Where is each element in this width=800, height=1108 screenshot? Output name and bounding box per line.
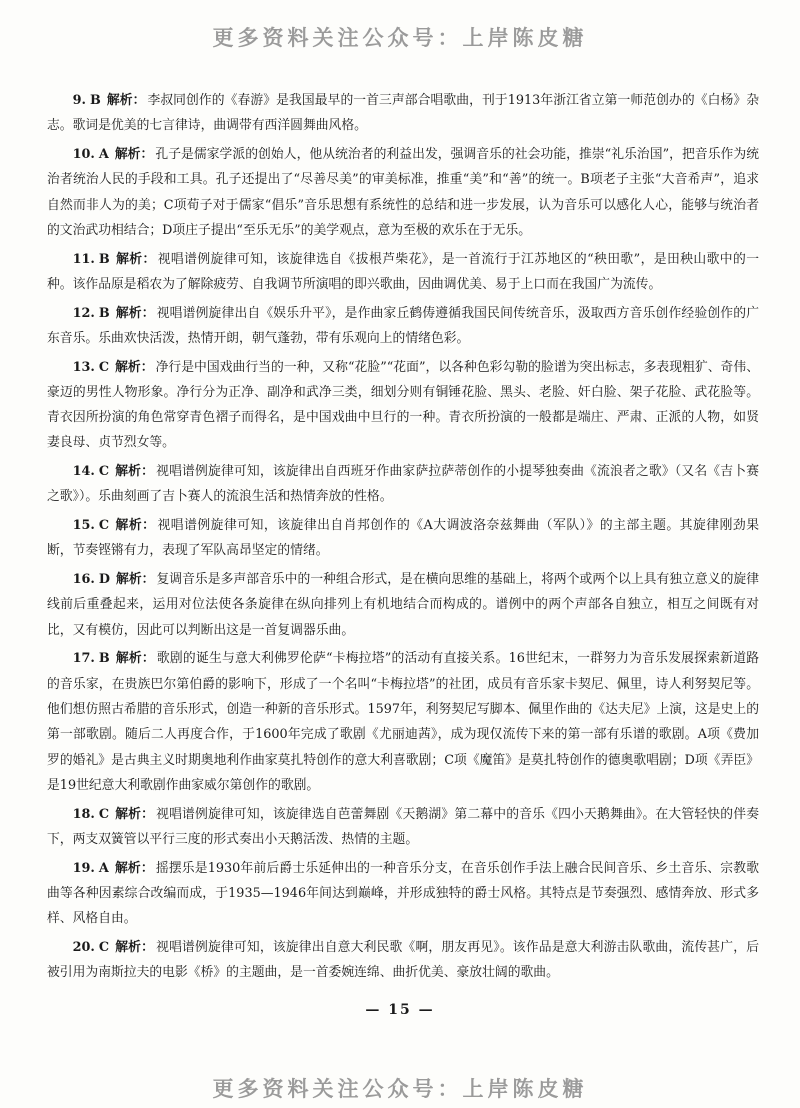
analysis-text: 孔子是儒家学派的创始人，他从统治者的利益出发，强调音乐的社会功能，推崇“礼乐治国”，把音乐作为统治者统治人民的手段和工具。孔子还提出了“尽善尽美”的审美标准，推重“美”和“善”的统一。B项老子主张“大音希声”，追求自然而非人为的美；C项荀子对于儒家“倡乐”音乐思想有系统性的总结和进一步发展，认为音乐可以感化人心，能够与统治者的文治武功相结合；D项庄子提出“至乐无乐”的美学观点，意为至极的欢乐在于无乐。 xyxy=(47,146,760,238)
question-number: 20. xyxy=(72,939,95,955)
answer-item-17 xyxy=(47,646,759,798)
analysis-text: 视唱谱例旋律可知，该旋律出自西班牙作曲家萨拉萨蒂创作的小提琴独奏曲《流浪者之歌》（又名《吉卜赛之歌》）。乐曲刻画了吉卜赛人的流浪生活和热情奔放的性格。 xyxy=(47,464,759,505)
analysis-label: 解析： xyxy=(115,251,156,267)
answer-letter: C xyxy=(98,518,110,534)
question-number: 13. xyxy=(72,359,95,375)
analysis-text: 视唱谱例旋律可知，该旋律选自《拔根芦柴花》，是一首流行于江苏地区的“秧田歌”，是田秧山歌中的一种。该作品原是稻农为了解除疲劳、自我调节所演唱的即兴歌曲，因曲调优美、易于上口而在我国广为流传。 xyxy=(47,251,760,292)
analysis-label: 解析： xyxy=(106,93,146,108)
analysis-text: 净行是中国戏曲行当的一种，又称“花脸”“花面”，以各种色彩勾勒的脸谱为突出标志，多表现粗犷、奇伟、豪迈的男性人物形象。净行分为正净、副净和武净三类，细划分则有铜锤花脸、黑头、老脸、奸白脸、架子花脸、武花脸等。青衣因所扮演的角色常穿青色褶子而得名，是中国戏曲中旦行的一种。青衣所扮演的一般都是端庄、严肃、正派的人物，如贤妻良母、贞节烈女等。 xyxy=(47,359,760,451)
answer-item-18 xyxy=(47,802,759,853)
answer-item-20 xyxy=(47,935,759,986)
analysis-text: 复调音乐是多声部音乐中的一种组合形式，是在横向思维的基础上，将两个或两个以上具有独立意义的旋律线前后重叠起来，运用对位法使各条旋律在纵向排列上有机地结合而构成的。谱例中的两个声部各自独立，相互之间既有对比，又有模仿，因此可以判断出这是一首复调器乐曲。 xyxy=(47,572,760,638)
analysis-label: 解析： xyxy=(115,651,155,667)
analysis-label: 解析： xyxy=(115,806,155,822)
answer-item-11 xyxy=(47,247,759,298)
question-number: 12. xyxy=(72,305,95,321)
question-number: 10. xyxy=(72,146,95,162)
answer-item-14 xyxy=(47,459,759,510)
question-number: 18. xyxy=(72,806,95,822)
analysis-text: 摇摆乐是1930年前后爵士乐延伸出的一种音乐分支，在音乐创作手法上融合民间音乐、乡土音乐、宗教歌曲等各种因素综合改编而成，于1935—1946年间达到巅峰，并形成独特的爵士风格。其特点是节奏强烈、感情奔放、形式多样、风格自由。 xyxy=(47,860,759,927)
analysis-label: 解析： xyxy=(115,305,155,321)
page-number: — 15 — xyxy=(365,1002,435,1018)
analysis-label: 解析： xyxy=(115,359,154,375)
analysis-label: 解析： xyxy=(115,572,155,588)
answer-letter: B xyxy=(98,251,110,267)
analysis-label: 解析： xyxy=(115,464,155,480)
answer-letter: B xyxy=(89,93,101,108)
question-number: 14. xyxy=(72,464,95,480)
answer-letter: A xyxy=(98,146,109,162)
analysis-label: 解析： xyxy=(115,518,156,534)
answer-item-16 xyxy=(47,567,759,643)
answer-item-12 xyxy=(47,301,759,352)
analysis-label: 解析： xyxy=(114,146,154,162)
answer-item-9 xyxy=(47,88,759,139)
answer-letter: C xyxy=(98,359,110,375)
analysis-text: 视唱谱例旋律可知，该旋律出自意大利民歌《啊，朋友再见》。该作品是意大利游击队歌曲，流传甚广，后被引用为南斯拉夫的电影《桥》的主题曲，是一首委婉连绵、曲折优美、豪放壮阔的歌曲。 xyxy=(47,939,759,981)
analysis-text: 歌剧的诞生与意大利佛罗伦萨“卡梅拉塔”的活动有直接关系。16世纪末，一群努力为音乐发展探索新道路的音乐家，在贵族巴尔第伯爵的影响下，形成了一个名叫“卡梅拉塔”的社团，成员有音乐家卡契尼、佩里，诗人利努契尼等。他们想仿照古希腊的音乐形式，创造一种新的音乐形式。1597年，利努契尼写脚本、佩里作曲的《达夫尼》上演，这是史上的第一部歌剧。随后二人再度合作，于1600年完成了歌剧《尤丽迪茜》，成为现仅流传下来的第一部有乐谱的歌剧。A项《费加罗的婚礼》是古典主义时期奥地利作曲家莫扎特创作的意大利喜歌剧；C项《魔笛》是莫扎特创作的德奥歌唱剧；D项《弄臣》是19世纪意大利歌剧作曲家威尔第创作的歌剧。 xyxy=(47,651,759,793)
answer-letter: C xyxy=(98,464,110,480)
answer-letter: C xyxy=(98,806,110,822)
answer-item-19 xyxy=(47,856,759,932)
answer-letter: B xyxy=(98,305,110,321)
question-number: 9. xyxy=(72,93,86,108)
analysis-text: 李叔同创作的《春游》是我国最早的一首三声部合唱歌曲，刊于1913年浙江省立第一师范创办的《白杨》杂志。歌词是优美的七言律诗，曲调带有西洋圆舞曲风格。 xyxy=(47,93,759,134)
question-number: 15. xyxy=(72,518,95,534)
answer-item-10 xyxy=(47,142,759,243)
question-number: 16. xyxy=(72,572,95,588)
answer-letter: B xyxy=(98,651,110,667)
analysis-text: 视唱谱例旋律出自《娱乐升平》，是作曲家丘鹤俦遵循我国民间传统音乐，汲取西方音乐创作经验创作的广东音乐。乐曲欢快活泼，热情开朗，朝气蓬勃，带有乐观向上的情绪色彩。 xyxy=(47,305,760,346)
answer-item-15 xyxy=(47,513,759,564)
watermark-bottom: 更多资料关注公众号：上岸陈皮糖 xyxy=(212,1077,588,1101)
answer-letter: C xyxy=(98,939,110,955)
answer-item-13 xyxy=(47,355,759,456)
answer-letter: A xyxy=(98,860,109,876)
analysis-text: 视唱谱例旋律可知，该旋律选自芭蕾舞剧《天鹅湖》第二幕中的音乐《四小天鹅舞曲》。在大管轻快的伴奏下，两支双簧管以平行三度的形式奏出小天鹅活泼、热情的主题。 xyxy=(47,806,759,847)
question-number: 19. xyxy=(72,860,95,876)
answer-letter: D xyxy=(98,572,110,588)
watermark-top: 更多资料关注公众号：上岸陈皮糖 xyxy=(212,26,588,50)
analysis-label: 解析： xyxy=(114,860,154,876)
analysis-label: 解析： xyxy=(115,939,155,955)
answer-explanations xyxy=(47,88,759,989)
question-number: 17. xyxy=(72,651,95,667)
question-number: 11. xyxy=(72,251,95,267)
analysis-text: 视唱谱例旋律可知，该旋律出自肖邦创作的《A大调波洛奈兹舞曲（军队）》的主部主题。其旋律刚劲果断，节奏铿锵有力，表现了军队高昂坚定的情绪。 xyxy=(47,518,759,559)
